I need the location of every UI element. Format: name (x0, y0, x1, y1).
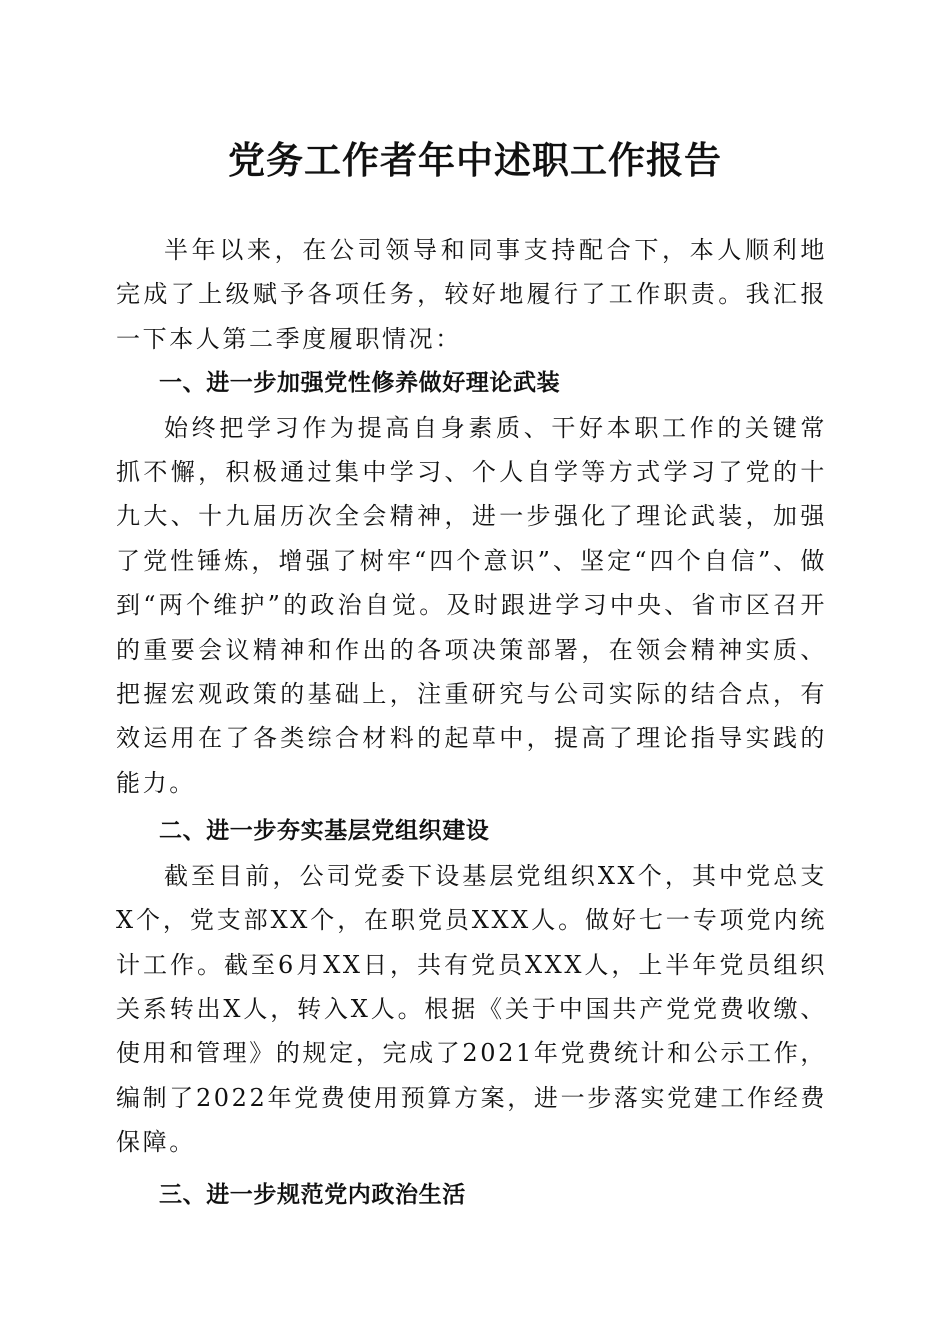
section-2-heading: 二、进一步夯实基层党组织建设 (159, 818, 490, 845)
section-1-heading: 一、进一步加强党性修养做好理论武装 (159, 370, 561, 397)
document-title: 党务工作者年中述职工作报告 (228, 138, 722, 182)
intro-paragraph: 半年以来，在公司领导和同事支持配合下，本人顺利地完成了上级赋予各项任务，较好地履行了工作职责。我汇报一下本人第二季度履职情况： (116, 236, 827, 353)
section-1-paragraph: 始终把学习作为提高自身素质、干好本职工作的关键常抓不懈，积极通过集中学习、个人自学等方式学习了党的十九大、十九届历次全会精神，进一步强化了理论武装，加强了党性锤炼，增强了树牢“四个意识”、坚定“四个自信”、做到“两个维护”的政治自觉。及时跟进学习中央、省市区召开的重要会议精神和作出的各项决策部署，在领会精神实质、把握宏观政策的基础上，注重研究与公司实际的结合点，有效运用在了各类综合材料的起草中，提高了理论指导实践的能力。 (116, 413, 827, 797)
document-body (116, 228, 827, 1217)
section-3-heading: 三、进一步规范党内政治生活 (159, 1181, 466, 1208)
section-2-paragraph: 截至目前，公司党委下设基层党组织XX个，其中党总支X个，党支部XX个，在职党员XXX人。做好七一专项党内统计工作。截至6月XX日，共有党员XXX人，上半年党员组织关系转出X人，转入X人。根据《关于中国共产党党费收缴、使用和管理》的规定，完成了2021年党费统计和公示工作，编制了2022年党费使用预算方案，进一步落实党建工作经费保障。 (116, 861, 827, 1157)
